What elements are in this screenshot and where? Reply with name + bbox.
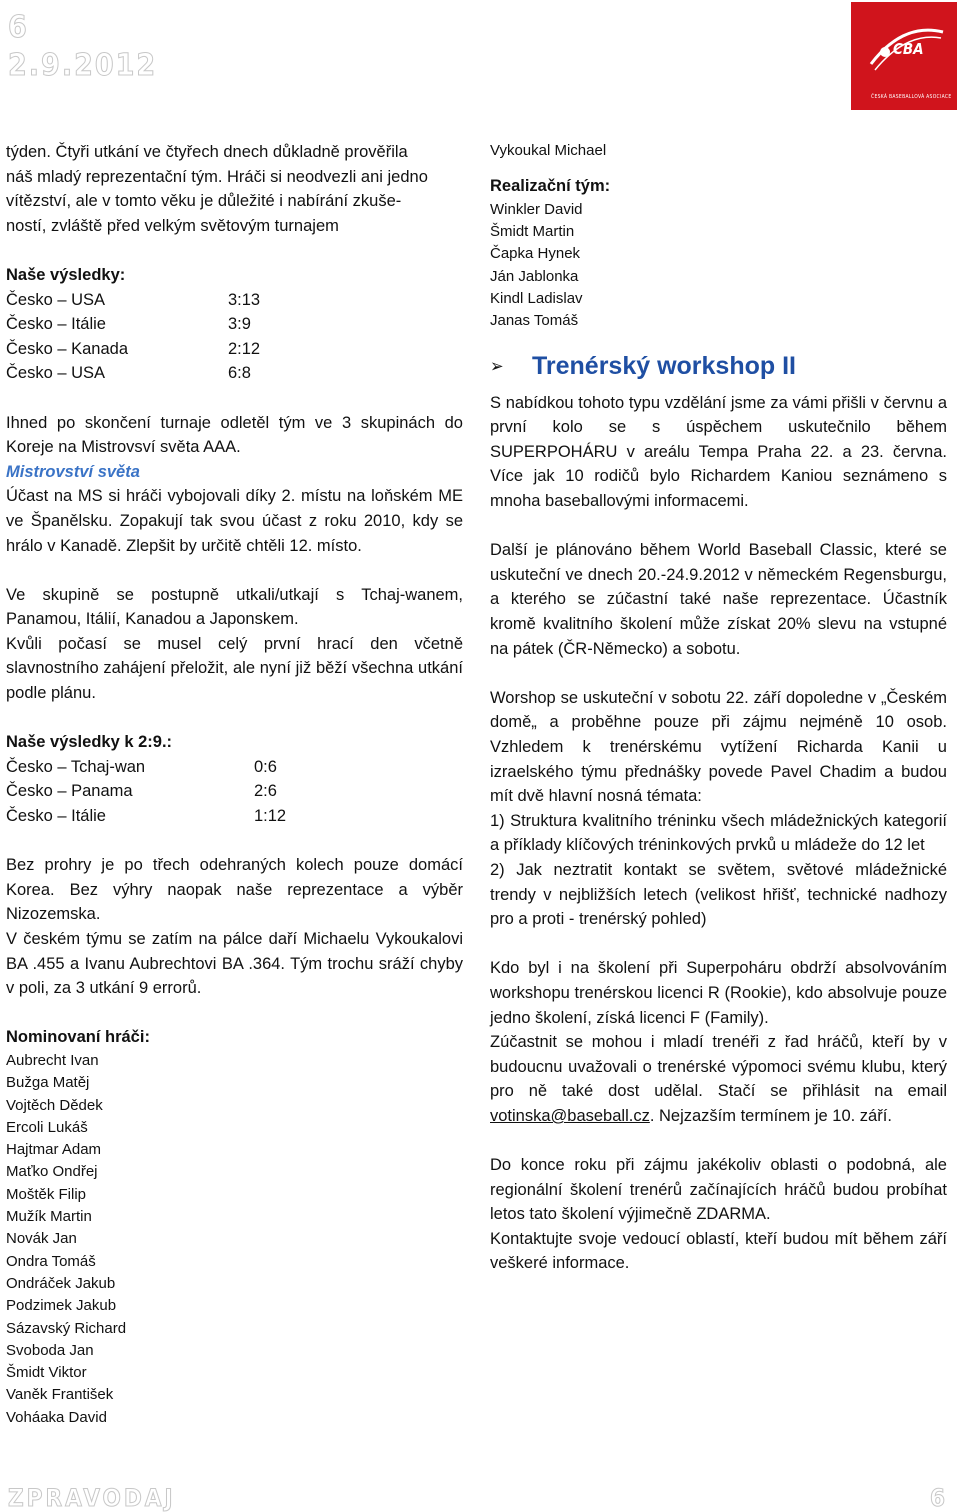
- result-row: [6, 804, 463, 829]
- result-match: Česko – Panama: [6, 782, 133, 801]
- cba-logo: [851, 2, 957, 110]
- workshop-paragraph: Do konce roku při zájmu jakékoliv oblasti o podobná, ale regionální školení trenérů začínajících hráčů budou probíhat letos tato školení výjimečně ZDARMA.: [490, 1156, 947, 1224]
- after-tournament-text: Ihned po skončení turnaje odletěl tým ve 3 skupinách do Koreje na Mistrovsví světa AAA.: [6, 413, 463, 457]
- staff-list: [490, 199, 947, 333]
- left-column: [6, 140, 463, 1429]
- results-heading: Naše výsledky:: [6, 265, 126, 284]
- weather-text: Kvůli počasí se musel celý první hrací den včetně slavnostního zahájení přeložit, ale nyní již běží všechna utkání podle plánu.: [6, 634, 463, 703]
- staff-item: Winkler David: [490, 200, 583, 218]
- staff-item: Janas Tomáš: [490, 312, 579, 330]
- intro-line: náš mladý reprezentační tým. Hráči si neodvezli ani jedno: [6, 167, 428, 186]
- player-item: Maťko Ondřej: [6, 1163, 98, 1181]
- workshop-title: Trenérský workshop II: [532, 351, 796, 380]
- result-row: [6, 361, 463, 386]
- player-item: Novák Jan: [6, 1230, 77, 1248]
- result-score: 3:9: [228, 315, 251, 334]
- world-championship-heading: Mistrovství světa: [6, 462, 140, 481]
- footer-title: ZPRAVODAJ: [8, 1484, 176, 1512]
- player-item: Vaněk František: [6, 1386, 114, 1404]
- intro-line: týden. Čtyři utkání ve čtyřech dnech důkladně prověřila: [6, 143, 408, 161]
- player-item: Ondra Tomáš: [6, 1252, 96, 1270]
- result-row: [6, 312, 463, 337]
- result-score: 3:13: [228, 290, 261, 309]
- workshop-paragraph: S nabídkou tohoto typu vzdělání jsme za vámi přišli v červnu a první kolo se s úspěchem uskutečnilo během SUPERPOHÁRU v areálu Tempa Praha 22. a 23. června. Více jak 10 rodičů bylo Richardem Kaniou seznámeno s mnoha baseballovými informacemi.: [490, 393, 947, 511]
- result-match: Česko – Itálie: [6, 807, 106, 826]
- staff-item: Čapka Hynek: [490, 245, 581, 263]
- result-score: 1:12: [254, 807, 287, 826]
- result-score: 2:6: [254, 782, 277, 801]
- nominated-heading: Nominovaní hráči:: [6, 1028, 150, 1047]
- workshop-heading: [490, 349, 947, 383]
- staff-item: Ján Jablonka: [490, 267, 579, 285]
- korea-text: Bez prohry je po třech odehraných kolech pouze domácí Korea. Bez výhry naopak naše reprezentace a výběr Nizozemska.: [6, 856, 463, 924]
- player-item: Moštěk Filip: [6, 1185, 87, 1203]
- players-list: [6, 1050, 463, 1429]
- deadline-text: . Nejzazším termínem je 10. září.: [649, 1106, 892, 1125]
- player-item: Podzimek Jakub: [6, 1297, 117, 1315]
- logo-text: CBA: [893, 40, 924, 58]
- result-score: 6:8: [228, 364, 251, 383]
- player-item: Svoboda Jan: [6, 1341, 94, 1359]
- workshop-topic: 1) Struktura kvalitního tréninku všech mládežnických kategorií a příklady klíčových tréninkových prvků u mládeže do 12 let: [490, 811, 947, 855]
- workshop-paragraph: Kontaktujte svoje vedoucí oblastí, kteří budou mít během září veškeré informace.: [490, 1229, 947, 1273]
- footer-page-number: 6: [930, 1484, 946, 1512]
- issue-date: 2.9.2012: [8, 48, 158, 83]
- result-row: [6, 288, 463, 313]
- result-match: Česko – Tchaj-wan: [6, 757, 146, 776]
- arrow-bullet-icon: ➢: [490, 355, 504, 376]
- workshop-paragraph: Kdo byl i na školení při Superpoháru obdrží absolvováním workshopu trenérskou licenci R (Rookie), kdo absolvuje pouze jedno školení, získá licenci F (Family).: [490, 959, 947, 1027]
- result-match: Česko – USA: [6, 364, 106, 383]
- player-item: Aubrecht Ivan: [6, 1051, 99, 1069]
- workshop-topic: 2) Jak neztratit kontakt se světem, světové mládežnické trendy v nejbližších letech (velikost hřišť, technické nadhozy pro a proti - trenérský pohled): [490, 860, 947, 929]
- result-row: [6, 337, 463, 362]
- result-score: 2:12: [228, 339, 261, 358]
- player-item: Voháaka David: [6, 1408, 107, 1426]
- right-column: [490, 140, 947, 1276]
- email-link[interactable]: votinska@baseball.cz: [490, 1106, 650, 1125]
- player-item: Šmidt Viktor: [6, 1364, 87, 1382]
- page-number: 6: [8, 10, 28, 45]
- results2-heading: Naše výsledky k 2:9.:: [6, 733, 173, 752]
- world-championship-text: Účast na MS si hráči vybojovali díky 2. místu na loňském ME ve Španělsku. Zopakují tak svou účast z roku 2010, kdy se hrálo v Kanadě. Zlepšit by určitě chtěli 12. místo.: [6, 487, 463, 555]
- staff-item: Kindl Ladislav: [490, 290, 583, 308]
- player-item: Vykoukal Michael: [490, 142, 607, 159]
- result-match: Česko – USA: [6, 290, 106, 309]
- player-item: Sázavský Richard: [6, 1319, 127, 1337]
- player-item: Ercoli Lukáš: [6, 1118, 88, 1136]
- staff-item: Šmidt Martin: [490, 223, 575, 241]
- groups-text: Ve skupině se postupně utkali/utkají s Tchaj-wanem, Panamou, Itálií, Kanadou a Japonskem.: [6, 585, 463, 629]
- result-match: Česko – Itálie: [6, 315, 106, 334]
- player-item: Mužík Martin: [6, 1208, 92, 1226]
- result-score: 0:6: [254, 757, 277, 776]
- workshop-paragraph: [490, 1030, 947, 1128]
- player-item: Bužga Matěj: [6, 1074, 90, 1092]
- batting-text: V českém týmu se zatím na pálce daří Michaelu Vykoukalovi BA .455 a Ivanu Aubrechtovi BA .364. Tým trochu sráží chyby v poli, za 3 utkání 9 errorů.: [6, 930, 463, 998]
- player-item: Vojtěch Dědek: [6, 1096, 103, 1114]
- player-item: Ondráček Jakub: [6, 1274, 116, 1292]
- workshop-paragraph: Další je plánováno během World Baseball Classic, které se uskuteční ve dnech 20.-24.9.2012 v německém Regensburgu, a kterého se zúčastní také naše reprezentace. Účastník kromě kvalitního školení může získat 20% slevu na vstupné na pátek (ČR-Německo) a sobotu.: [490, 541, 947, 658]
- intro-line: ností, zvláště před velkým světovým turnajem: [6, 216, 339, 235]
- intro-line: vítězství, ale v tomto věku je důležité i nabírání zkuše-: [6, 192, 402, 211]
- signup-text: Zúčastnit se mohou i mladí trenéři z řad hráčů, kteří by v budoucnu uvažovali o trenérské výpomoci svému klubu, který pro ně také dost udělal. Stačí se přihlásit na email: [490, 1033, 947, 1101]
- result-match: Česko – Kanada: [6, 339, 129, 358]
- workshop-paragraph: Worshop se uskuteční v sobotu 22. září dopoledne v „Českém domě„ a proběhne pouze při zájmu nejméně 10 osob. Vzhledem k trenérskému vytížení Richarda Kanii u izraelského týmu přednášky povede Pavel Chadim a budou mít dvě hlavní nosná témata:: [490, 688, 947, 806]
- logo-subtitle: ČESKÁ BASEBALLOVÁ ASOCIACE: [871, 94, 952, 100]
- player-item: Hajtmar Adam: [6, 1141, 102, 1159]
- staff-heading: Realizační tým:: [490, 177, 611, 196]
- result-row: [6, 755, 463, 780]
- result-row: [6, 779, 463, 804]
